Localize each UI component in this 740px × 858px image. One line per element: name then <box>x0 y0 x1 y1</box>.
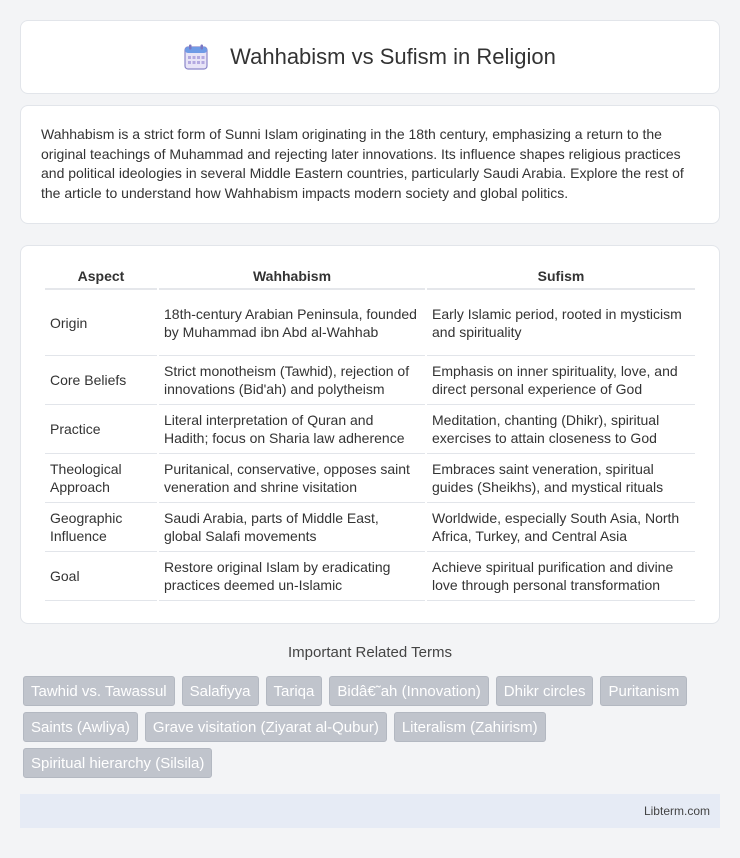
header-card <box>20 20 720 94</box>
cell-wahhabism: Restore original Islam by eradicating practices deemed un-Islamic <box>159 552 425 601</box>
comparison-table <box>43 266 697 601</box>
related-terms-list <box>23 676 703 784</box>
column-header-aspect: Aspect <box>45 266 157 290</box>
table-header-row <box>45 266 695 290</box>
related-term-tag[interactable]: Saints (Awliya) <box>23 712 138 742</box>
related-term-tag[interactable]: Salafiyya <box>182 676 259 706</box>
cell-aspect: Practice <box>45 405 157 454</box>
column-header-wahhabism: Wahhabism <box>159 266 425 290</box>
cell-sufism: Achieve spiritual purification and divine love through personal transformation <box>427 552 695 601</box>
page-title: Wahhabism vs Sufism in Religion <box>230 44 556 69</box>
footer-site-link[interactable]: Libterm.com <box>643 804 710 818</box>
table-row <box>45 405 695 454</box>
related-term-tag[interactable]: Tawhid vs. Tawassul <box>23 676 175 706</box>
cell-aspect: Goal <box>45 552 157 601</box>
related-term-tag[interactable]: Dhikr circles <box>496 676 594 706</box>
cell-sufism: Emphasis on inner spirituality, love, and direct personal experience of God <box>427 356 695 405</box>
cell-wahhabism: Literal interpretation of Quran and Hadith; focus on Sharia law adherence <box>159 405 425 454</box>
calendar-icon <box>184 44 208 70</box>
intro-card <box>20 105 720 224</box>
cell-aspect: Geographic Influence <box>45 503 157 552</box>
related-terms-title: Important Related Terms <box>288 644 452 661</box>
related-term-tag[interactable]: Literalism (Zahirism) <box>394 712 546 742</box>
related-term-tag[interactable]: Bidâ€˜ah (Innovation) <box>329 676 488 706</box>
related-term-tag[interactable]: Grave visitation (Ziyarat al-Qubur) <box>145 712 387 742</box>
table-row <box>45 290 695 356</box>
cell-wahhabism: Puritanical, conservative, opposes saint veneration and shrine visitation <box>159 454 425 503</box>
cell-sufism: Early Islamic period, rooted in mysticism and spirituality <box>427 290 695 356</box>
comparison-table-card <box>20 245 720 624</box>
related-term-tag[interactable]: Puritanism <box>600 676 687 706</box>
cell-sufism: Worldwide, especially South Asia, North Africa, Turkey, and Central Asia <box>427 503 695 552</box>
cell-wahhabism: Strict monotheism (Tawhid), rejection of innovations (Bid'ah) and polytheism <box>159 356 425 405</box>
cell-aspect: Theological Approach <box>45 454 157 503</box>
cell-sufism: Embraces saint veneration, spiritual guides (Sheikhs), and mystical rituals <box>427 454 695 503</box>
cell-wahhabism: Saudi Arabia, parts of Middle East, global Salafi movements <box>159 503 425 552</box>
table-row <box>45 503 695 552</box>
footer <box>20 794 720 828</box>
table-row <box>45 454 695 503</box>
table-row <box>45 356 695 405</box>
cell-sufism: Meditation, chanting (Dhikr), spiritual exercises to attain closeness to God <box>427 405 695 454</box>
cell-aspect: Origin <box>45 290 157 356</box>
related-term-tag[interactable]: Tariqa <box>266 676 323 706</box>
intro-text: Wahhabism is a strict form of Sunni Islam originating in the 18th century, emphasizing a return to the original teachings of Muhammad and rejecting later innovations. Its influence shapes religious practices and political ideologies in several Middle Eastern countries, particularly Saudi Arabia. Explore the rest of the article to understand how Wahhabism impacts modern society and global politics. <box>41 126 684 201</box>
column-header-sufism: Sufism <box>427 266 695 290</box>
cell-wahhabism: 18th-century Arabian Peninsula, founded by Muhammad ibn Abd al-Wahhab <box>159 290 425 356</box>
related-term-tag[interactable]: Spiritual hierarchy (Silsila) <box>23 748 212 778</box>
table-row <box>45 552 695 601</box>
cell-aspect: Core Beliefs <box>45 356 157 405</box>
